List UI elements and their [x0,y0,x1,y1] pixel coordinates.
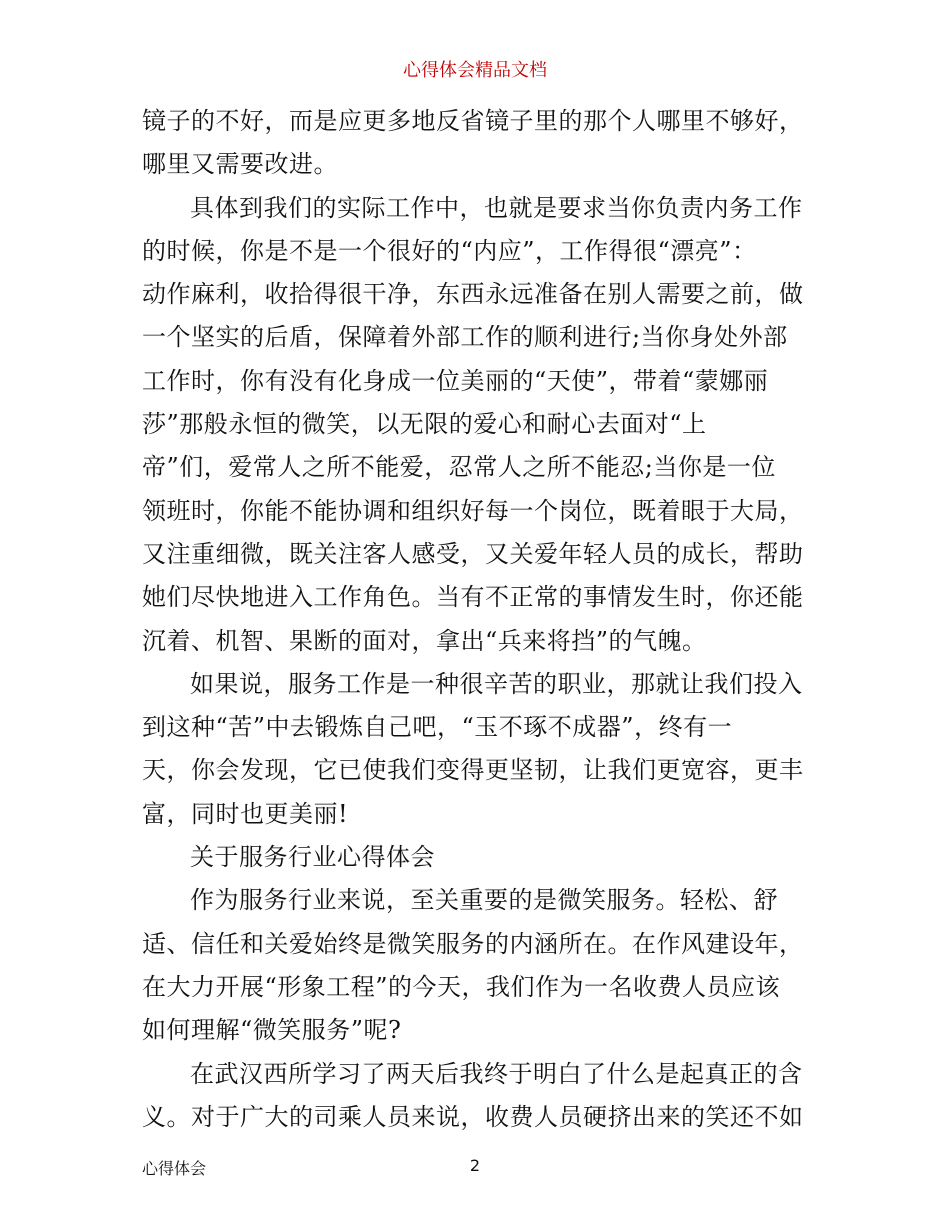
text-line: 领班时，你能不能协调和组织好每一个岗位，既着眼于大局， [142,496,804,525]
page-header-title: 心得体会精品文档 [403,60,547,81]
text-line: 沉着、机智、果断的面对，拿出“兵来将挡”的气魄。 [142,626,707,655]
text-line: 帝”们，爱常人之所不能爱，忍常人之所不能忍;当你是一位 [142,453,776,482]
text-line: 镜子的不好，而是应更多地反省镜子里的那个人哪里不够好， [142,107,804,135]
text-line: 哪里又需要改进。 [142,150,338,179]
paragraph-start-line: 如果说，服务工作是一种很辛苦的职业，那就让我们投入 [190,669,803,698]
paragraph-start-line: 在武汉西所学习了两天后我终于明白了什么是起真正的含 [190,1059,803,1088]
paragraph-start-line: 作为服务行业来说，至关重要的是微笑服务。轻松、舒 [190,886,778,915]
text-line: 在大力开展“形象工程”的今天，我们作为一名收费人员应该 [142,972,781,1001]
section-heading: 关于服务行业心得体会 [190,843,435,872]
text-line: 如何理解“微笑服务”呢? [142,1016,402,1045]
paragraph-start-line: 具体到我们的实际工作中，也就是要求当你负责内务工作 [190,193,803,222]
text-line: 工作时，你有没有化身成一位美丽的“天使”，带着“蒙娜丽 [142,366,769,395]
page-number: 2 [469,1156,481,1175]
text-line: 动作麻利，收拾得很干净，东西永远准备在别人需要之前，做 [142,280,804,309]
text-line: 富，同时也更美丽! [142,799,349,828]
text-line: 到这种“苦”中去锻炼自己吧，“玉不琢不成器”，终有一 [142,713,733,742]
footer-label: 心得体会 [142,1159,207,1178]
text-line: 天，你会发现，它已使我们变得更坚韧，让我们更宽容，更丰 [142,756,804,785]
text-line: 一个坚实的后盾，保障着外部工作的顺利进行;当你身处外部 [142,323,788,352]
document-body [142,100,812,1139]
text-line: 她们尽快地进入工作角色。当有不正常的事情发生时，你还能 [142,583,804,612]
text-line: 义。对于广大的司乘人员来说，收费人员硬挤出来的笑还不如 [142,1102,804,1131]
text-line: 的时候，你是不是一个很好的“内应”，工作得很“漂亮”： [142,236,757,265]
text-line: 适、信任和关爱始终是微笑服务的内涵所在。在作风建设年， [142,929,804,958]
text-line: 又注重细微，既关注客人感受，又关爱年轻人员的成长，帮助 [142,539,804,568]
text-line: 莎”那般永恒的微笑，以无限的爱心和耐心去面对“上 [142,410,707,439]
